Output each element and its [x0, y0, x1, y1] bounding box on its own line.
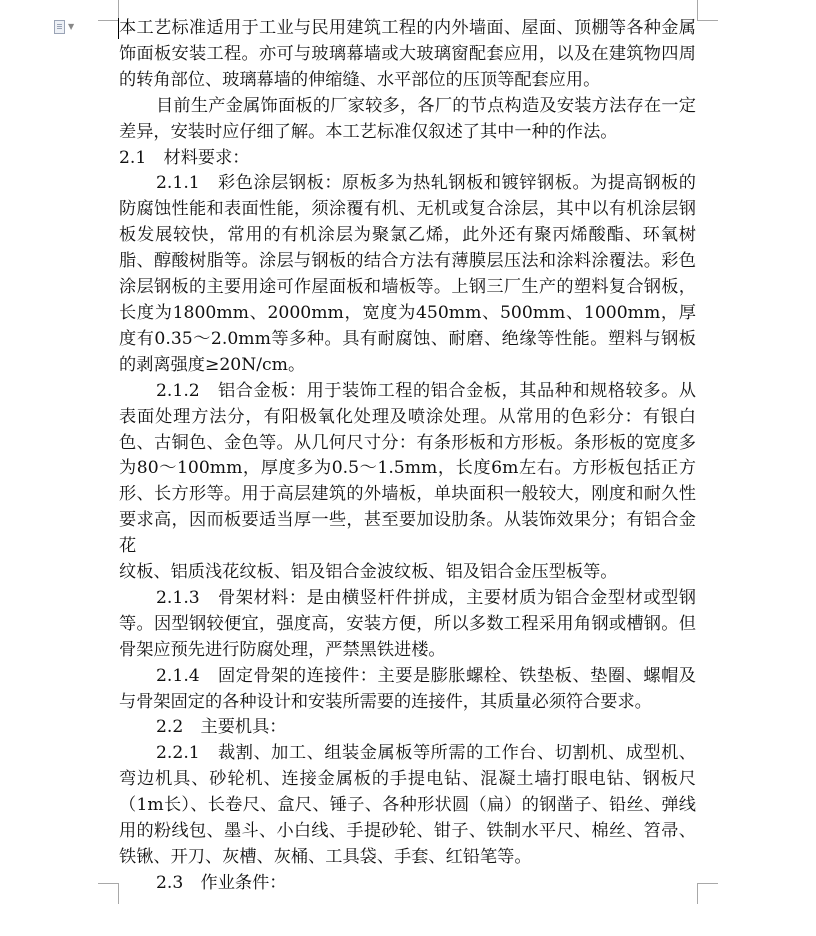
- paragraph-intro: 本工艺标准适用于工业与民用建筑工程的内外墙面、屋面、顶棚等各种金属饰面板安装工程。亦可与玻璃幕墙或大玻璃窗配套应用，以及在建筑物四周的转角部位、玻璃幕墙的伸缩缝、水平部位的压顶等配套应用。: [119, 18, 696, 90]
- document-icon[interactable]: [54, 20, 80, 34]
- section-heading-tools: 2.2 主要机具：: [156, 717, 287, 738]
- paragraph-tools: 2.2.1 裁割、加工、组装金属板等所需的工作台、切割机、成型机、弯边机具、砂轮机、连接金属板的手提电钻、混凝土墙打眼电钻、钢板尺（1m长）、长卷尺、盒尺、锤子、各种形状圆（扁）的钢凿子、铅丝、弹线用的粉线包、墨斗、小白线、手提砂轮、钳子、铁制水平尺、棉丝、笤帚、铁锹、开刀、灰槽、灰桶、工具袋、手套、红铅笔等。: [119, 743, 696, 867]
- paragraph-connectors: 2.1.4 固定骨架的连接件：主要是膨胀螺栓、铁垫板、垫圈、螺帽及与骨架固定的各种设计和安装所需要的连接件，其质量必须符合要求。: [119, 665, 696, 712]
- document-body[interactable]: [119, 16, 696, 897]
- page-corner-mark-bottom-left: [98, 883, 119, 904]
- paragraph-coated-steel: 2.1.1 彩色涂层钢板：原板多为热轧钢板和镀锌钢板。为提高钢板的防腐蚀性能和表面性能，须涂覆有机、无机或复合涂层，其中以有机涂层钢板发展较快，常用的有机涂层为聚氯乙烯，此外还有聚丙烯酸酯、环氧树脂、醇酸树脂等。涂层与钢板的结合方法有薄膜层压法和涂料涂覆法。彩色涂层钢板的主要用途可作屋面板和墙板等。上钢三厂生产的塑料复合钢板，长度为1800mm、2000mm，宽度为450mm、500mm、1000mm，厚度有0.35～2.0mm等多种。具有耐腐蚀、耐磨、绝缘等性能。塑料与钢板的剥离强度≥20N/cm。: [119, 173, 696, 375]
- paragraph-aluminum-plate-cont: 纹板、铝质浅花纹板、铝及铝合金波纹板、铝及铝合金压型板等。: [119, 562, 618, 583]
- paragraph-frame-material: 2.1.3 骨架材料：是由横竖杆件拼成，主要材质为铝合金型材或型钢等。因型钢较便宜，强度高，安装方便，所以多数工程采用角钢或槽钢。但骨架应预先进行防腐处理，严禁黑铁进楼。: [119, 587, 696, 660]
- page-corner-mark-top-left: [98, 0, 119, 21]
- paragraph-intro-note: 目前生产金属饰面板的厂家较多，各厂的节点构造及安装方法存在一定差异，安装时应仔细了解。本工艺标准仅叙述了其中一种的作法。: [119, 95, 696, 142]
- paragraph-aluminum-plate: 2.1.2 铝合金板：用于装饰工程的铝合金板，其品种和规格较多。从表面处理方法分，有阳极氧化处理及喷涂处理。从常用的色彩分：有银白色、古铜色、金色等。从几何尺寸分：有条形板和方形板。条形板的宽度多为80～100mm，厚度多为0.5～1.5mm，长度6m左右。方形板包括正方形、长方形等。用于高层建筑的外墙板，单块面积一般较大，刚度和耐久性要求高，因而板要适当厚一些，甚至要加设肋条。从装饰效果分；有铝合金花: [119, 380, 696, 557]
- section-heading-conditions: 2.3 作业条件：: [156, 872, 287, 893]
- page-corner-mark-top-right: [697, 0, 718, 21]
- chevron-down-icon: ▼: [68, 22, 75, 31]
- section-heading-materials: 2.1 材料要求：: [119, 147, 250, 168]
- page-corner-mark-bottom-right: [697, 883, 718, 904]
- page-icon: [54, 20, 65, 34]
